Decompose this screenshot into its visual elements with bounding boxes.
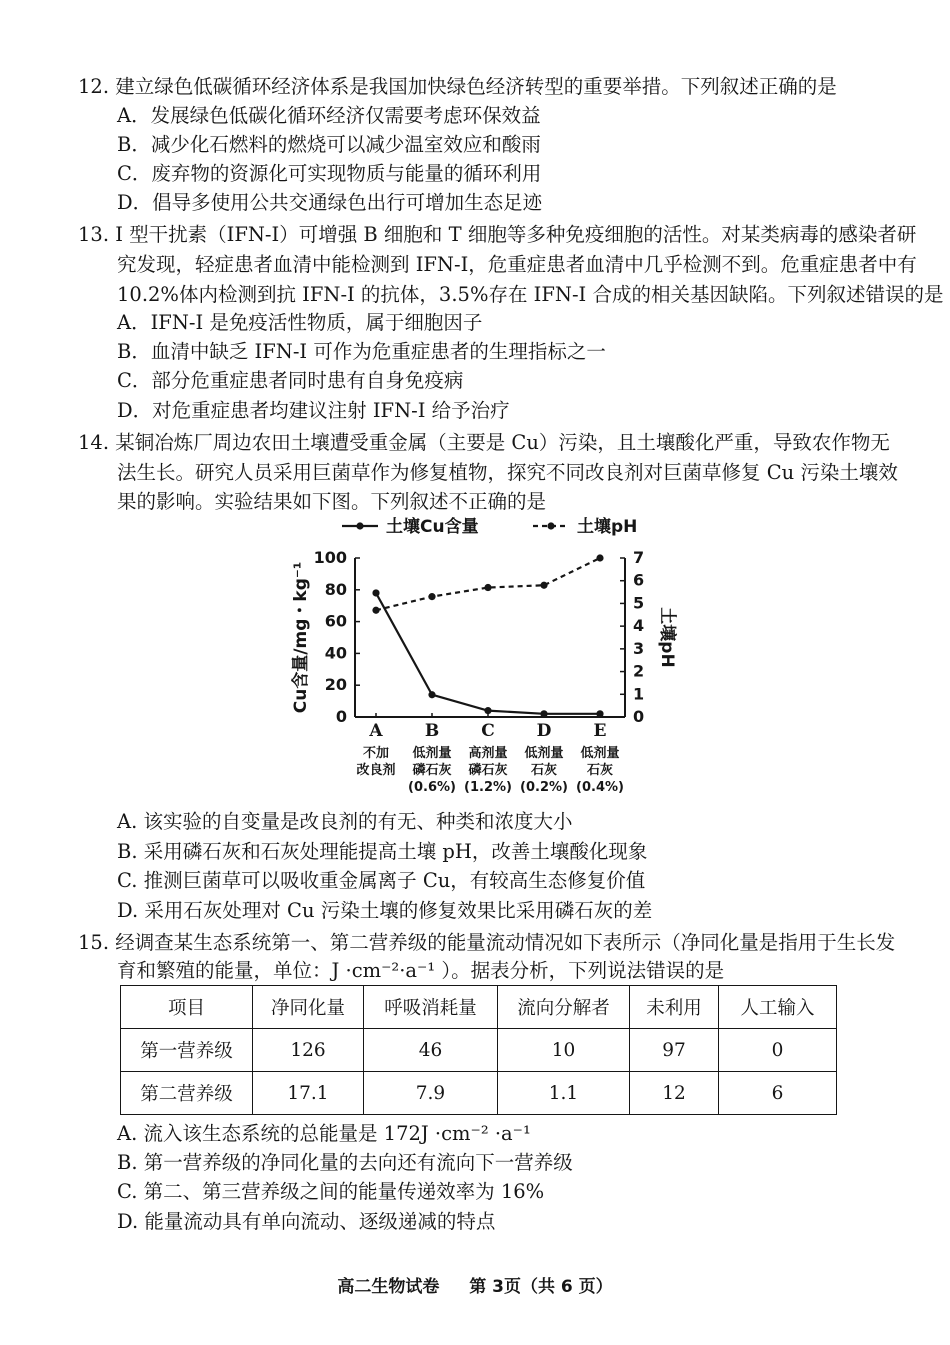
q14-option-a: A. 该实验的自变量是改良剂的有无、种类和浓度大小 [117,810,573,833]
ph-data-point [372,607,379,614]
q13-stem-line-1 [78,223,916,247]
category-letter: E [593,721,607,741]
legend-marker [547,522,554,529]
footer-subject: 高二生物试卷 [337,1277,440,1297]
q13-number: 13. [78,223,110,246]
table-cell: 7.9 [364,1072,498,1115]
cu-data-point [484,707,491,714]
table-cell: 17.1 [253,1072,364,1115]
q12-option-b: B．减少化石燃料的燃烧可以减少温室效应和酸雨 [117,133,541,156]
legend-marker [356,522,363,529]
category-label-line: 低剂量 [524,746,564,761]
table-cell: 46 [364,1029,498,1072]
q14-option-b: B. 采用磷石灰和石灰处理能提高土壤 pH，改善土壤酸化现象 [117,840,648,863]
left-tick-label: 80 [324,579,347,599]
category-label-line: 高剂量 [468,746,508,761]
q15-number: 15. [78,931,110,954]
category-label-line: 不加 [362,746,390,761]
table-header-cell: 人工输入 [719,986,837,1029]
left-tick-label: 60 [324,611,347,631]
table-cell: 第一营养级 [121,1029,253,1072]
legend-label: 土壤Cu含量 [386,517,479,537]
table-row [121,1072,837,1115]
left-tick-label: 100 [313,548,347,567]
table-cell: 0 [719,1029,837,1072]
ph-data-point [540,582,547,589]
cu-ph-chart [270,510,690,800]
q13-stem-line-2: 究发现，轻症患者血清中能检测到 IFN-I，危重症患者血清中几乎检测不到。危重症患者中有 [117,253,917,276]
category-letter: C [481,721,495,741]
q14-stem-line-2: 法生长。研究人员采用巨菌草作为修复植物，探究不同改良剂对巨菌草修复 Cu 污染土壤效 [117,461,898,484]
q13-option-d: D．对危重症患者均建议注射 IFN-I 给予治疗 [117,399,510,422]
category-label-line: (1.2%) [464,780,512,795]
table-header-cell: 未利用 [630,986,719,1029]
category-label-line: 石灰 [586,763,614,778]
category-label-line: 磷石灰 [412,763,452,778]
q13-option-c: C．部分危重症患者同时患有自身免疫病 [117,369,464,392]
table-cell: 第二营养级 [121,1072,253,1115]
right-tick-label: 1 [633,684,645,704]
q14-stem-line-1 [78,431,890,455]
category-letter: A [369,721,383,741]
category-label-line: (0.4%) [576,780,624,795]
q15-option-c: C. 第二、第三营养级之间的能量传递效率为 16% [117,1180,545,1203]
q12-option-a: A．发展绿色低碳化循环经济仅需要考虑环保效益 [117,104,541,127]
category-label-line: 石灰 [530,763,558,778]
q15-option-a: A. 流入该生态系统的总能量是 172J ·cm⁻² ·a⁻¹ [117,1122,531,1145]
right-tick-label: 0 [633,707,645,726]
legend-label: 土壤pH [577,517,638,537]
ph-data-point [484,584,491,591]
left-tick-label: 20 [324,675,347,695]
cu-data-point [428,691,435,698]
cu-data-point [596,710,603,717]
table-header-cell: 呼吸消耗量 [364,986,498,1029]
q15-stem-line-1 [78,931,895,955]
footer-page-number: 第 3页（共 6 页） [469,1277,613,1297]
cu-data-point [540,710,547,717]
category-letter: B [424,721,440,741]
category-label-line: 低剂量 [412,746,452,761]
right-tick-label: 7 [633,548,645,567]
category-letter: D [536,721,552,741]
right-axis-title: 土壤pH [657,607,677,668]
ph-data-point [428,593,435,600]
right-tick-label: 6 [633,570,645,590]
q14-stem-text-1: 某铜冶炼厂周边农田土壤遭受重金属（主要是 Cu）污染，且土壤酸化严重，导致农作物无 [115,431,890,454]
right-tick-label: 2 [633,661,645,681]
table-row [121,1029,837,1072]
table-cell: 12 [630,1072,719,1115]
q13-option-a: A．IFN-I 是免疫活性物质，属于细胞因子 [117,311,483,334]
q14-number: 14. [78,431,110,454]
energy-flow-table [120,985,837,1115]
q14-option-c: C. 推测巨菌草可以吸收重金属离子 Cu，有较高生态修复价值 [117,869,646,892]
q15-option-d: D. 能量流动具有单向流动、逐级递减的特点 [117,1210,496,1233]
right-tick-label: 5 [633,593,645,613]
q14-stem-line-3: 果的影响。实验结果如下图。下列叙述不正确的是 [117,490,547,513]
chart-legend [342,516,637,537]
table-cell: 1.1 [498,1072,630,1115]
q13-option-b: B．血清中缺乏 IFN-I 可作为危重症患者的生理指标之一 [117,340,606,363]
table-cell: 97 [630,1029,719,1072]
q12-stem-text: 建立绿色低碳循环经济体系是我国加快绿色经济转型的重要举措。下列叙述正确的是 [115,75,837,98]
category-label-line: 低剂量 [580,746,620,761]
q13-stem-text-1: I 型干扰素（IFN-I）可增强 B 细胞和 T 细胞等多种免疫细胞的活性。对某类病毒的感染者研 [115,223,917,246]
right-tick-label: 3 [633,638,645,658]
table-header-cell: 流向分解者 [498,986,630,1029]
q15-stem-text-1: 经调查某生态系统第一、第二营养级的能量流动情况如下表所示（净同化量是指用于生长发 [115,931,896,954]
left-tick-label: 0 [335,707,347,726]
category-label-line: (0.6%) [408,780,456,795]
q14-option-d: D. 采用石灰处理对 Cu 污染土壤的修复效果比采用磷石灰的差 [117,899,653,922]
left-axis-title: Cu含量/mg・kg⁻¹ [291,561,311,714]
q13-stem-line-3: 10.2%体内检测到抗 IFN-I 的抗体，3.5%存在 IFN-I 合成的相关基因缺陷。下列叙述错误的是 [117,283,944,306]
chart-category-labels [356,721,623,795]
q12-number: 12. [78,75,110,98]
table-cell: 6 [719,1072,837,1115]
ph-data-point [596,554,603,561]
chart-axes [290,548,678,726]
cu-content-line [376,593,600,714]
table-header-cell: 净同化量 [253,986,364,1029]
category-label-line: 磷石灰 [468,763,508,778]
q12-stem [78,75,837,99]
q15-option-b: B. 第一营养级的净同化量的去向还有流向下一营养级 [117,1151,573,1174]
chart-series [372,554,603,717]
category-label-line: 改良剂 [356,763,396,778]
table-cell: 126 [253,1029,364,1072]
cu-data-point [372,589,379,596]
q12-option-d: D．倡导多使用公共交通绿色出行可增加生态足迹 [117,191,543,214]
table-header-row [121,986,837,1029]
page-footer [0,1272,950,1297]
q12-option-c: C．废弃物的资源化可实现物质与能量的循环利用 [117,162,542,185]
left-tick-label: 40 [324,643,347,663]
category-label-line: (0.2%) [520,780,568,795]
right-tick-label: 4 [633,616,645,636]
table-header-cell: 项目 [121,986,253,1029]
table-cell: 10 [498,1029,630,1072]
q15-stem-line-2: 育和繁殖的能量，单位：J ·cm⁻²·a⁻¹ ）。据表分析，下列说法错误的是 [117,959,725,982]
